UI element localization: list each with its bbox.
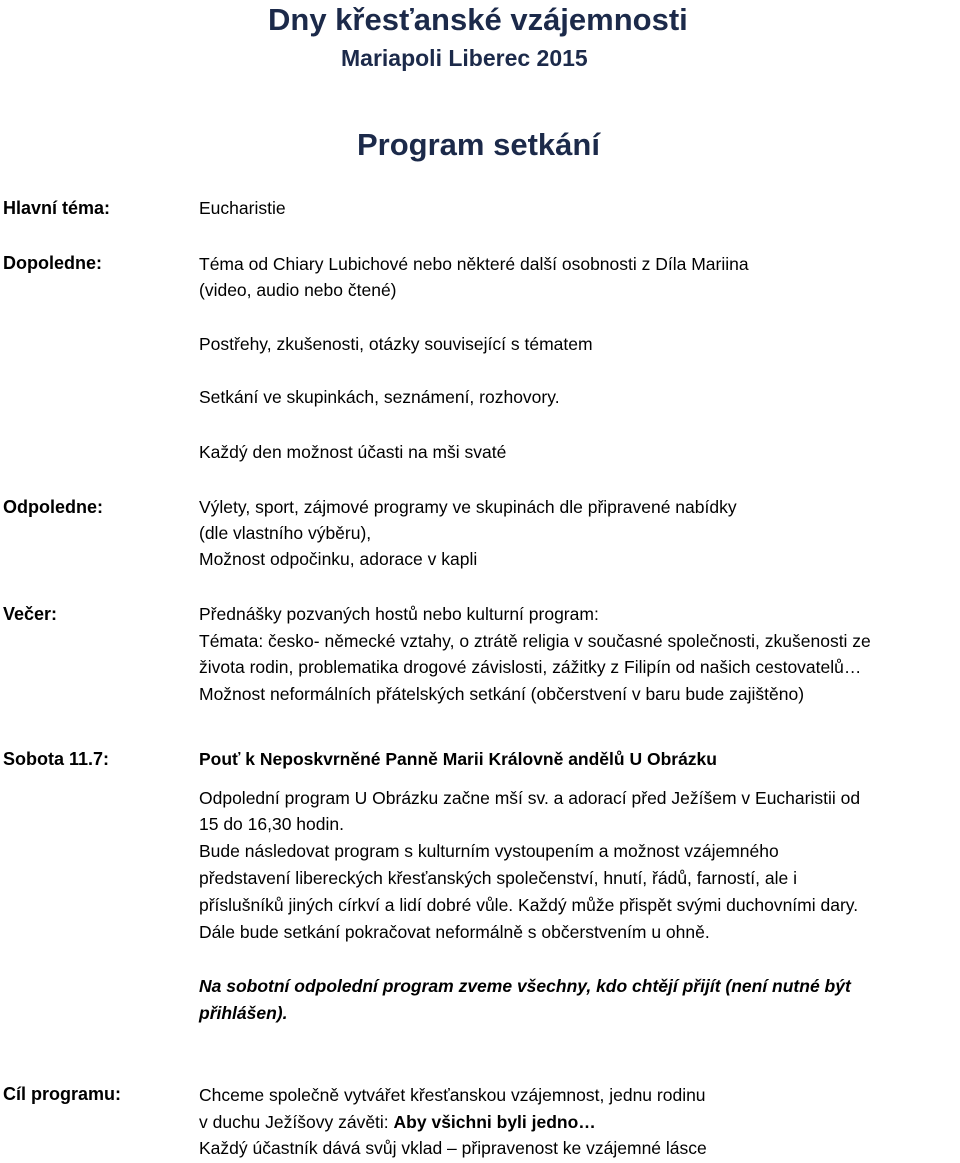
morning-line-3: Postřehy, zkušenosti, otázky související s tématem <box>199 334 593 354</box>
goal-line-1: Chceme společně vytvářet křesťanskou vzájemnost, jednu rodinu <box>199 1085 706 1105</box>
evening-line-3: života rodin, problematika drogové závislosti, zážitky z Filipín od našich cestovatelů… <box>199 657 862 677</box>
goal-label: Cíl programu: <box>3 1084 122 1104</box>
goal-line-3: Každý účastník dává svůj vklad – připravenost ke vzájemné lásce <box>199 1138 707 1158</box>
saturday-invite-line-2: přihlášen). <box>199 1003 288 1023</box>
main-theme-label: Hlavní téma: <box>3 198 111 218</box>
program-heading: Program setkání <box>357 127 600 162</box>
morning-label: Dopoledne: <box>3 253 102 273</box>
afternoon-line-3: Možnost odpočinku, adorace v kapli <box>199 549 478 569</box>
afternoon-line-1: Výlety, sport, zájmové programy ve skupinách dle připravené nabídky <box>199 497 737 517</box>
afternoon-line-2: (dle vlastního výběru), <box>199 523 372 543</box>
page-title: Dny křesťanské vzájemnosti <box>268 2 688 37</box>
evening-label: Večer: <box>3 604 58 624</box>
saturday-line-1: Odpolední program U Obrázku začne mší sv. a adorací před Ježíšem v Eucharistii od <box>199 788 861 808</box>
morning-line-4: Setkání ve skupinkách, seznámení, rozhovory. <box>199 387 560 407</box>
saturday-line-3: Bude následovat program s kulturním vystoupením a možnost vzájemného <box>199 841 779 861</box>
page-subtitle: Mariapoli Liberec 2015 <box>341 45 588 71</box>
main-theme-value: Eucharistie <box>199 198 286 218</box>
morning-line-5: Každý den možnost účasti na mši svaté <box>199 442 507 462</box>
morning-line-2: (video, audio nebo čtené) <box>199 280 397 300</box>
saturday-line-4: představení libereckých křesťanských společenství, hnutí, řádů, farností, ale i <box>199 868 797 888</box>
saturday-heading: Pouť k Neposkvrněné Panně Marii Královně andělů U Obrázku <box>199 749 717 769</box>
morning-line-1: Téma od Chiary Lubichové nebo některé další osobnosti z Díla Mariina <box>199 254 749 274</box>
saturday-line-5: příslušníků jiných církví a lidí dobré vůle. Každý může přispět svými duchovními dary. <box>199 895 859 915</box>
evening-line-2: Témata: česko- německé vztahy, o ztrátě religia v současné společnosti, zkušenosti ze <box>199 631 871 651</box>
goal-motto: Aby všichni byli jedno… <box>393 1112 596 1132</box>
goal-line-2 <box>199 1110 596 1136</box>
saturday-invite-line-1: Na sobotní odpolední program zveme všechny, kdo chtějí přijít (není nutné být <box>199 976 851 996</box>
saturday-label: Sobota 11.7: <box>3 749 110 769</box>
goal-line-2-prefix: v duchu Ježíšovy závěti: <box>199 1112 394 1132</box>
evening-line-1: Přednášky pozvaných hostů nebo kulturní program: <box>199 604 599 624</box>
evening-line-4: Možnost neformálních přátelských setkání (občerstvení v baru bude zajištěno) <box>199 684 805 704</box>
saturday-line-2: 15 do 16,30 hodin. <box>199 814 344 834</box>
saturday-line-6: Dále bude setkání pokračovat neformálně s občerstvením u ohně. <box>199 922 710 942</box>
afternoon-label: Odpoledne: <box>3 497 103 517</box>
